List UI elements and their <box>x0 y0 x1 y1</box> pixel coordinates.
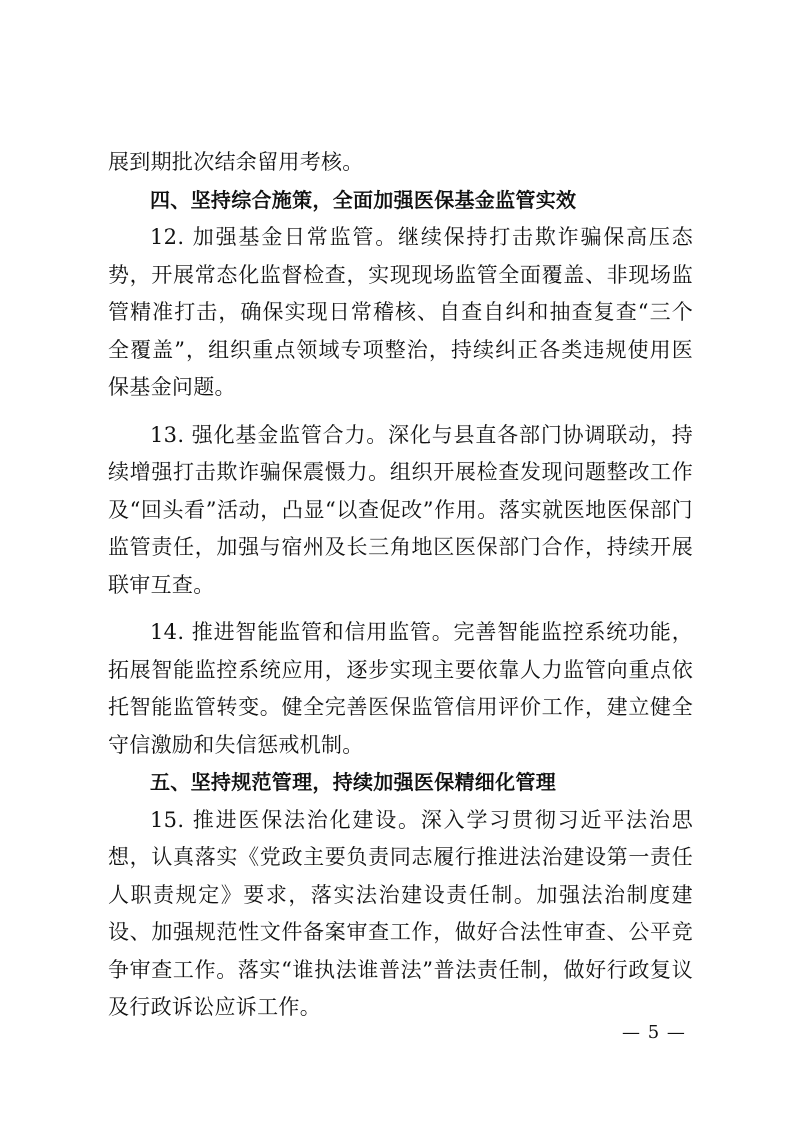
section-heading-4: 四、坚持综合施策，全面加强医保基金监管实效 <box>150 187 577 212</box>
section-heading-5: 五、坚持规范管理，持续加强医保精细化管理 <box>150 770 556 794</box>
paragraph-12: 12. 加强基金日常监管。继续保持打击欺诈骗保高压态势，开展常态化监督检查，实现现场监管全面覆盖、非现场监管精准打击，确保实现日常稽核、自查自纠和抽查复查“三个全覆盖”，组织重点领域专项整治，持续纠正各类违规使用医保基金问题。 <box>108 225 693 399</box>
paragraph-15: 15. 推进医保法治化建设。深入学习贯彻习近平法治思想，认真落实《党政主要负责同志履行推进法治建设第一责任人职责规定》要求，落实法治建设责任制。加强法治制度建设、加强规范性文件备案审查工作，做好合法性审查、公平竞争审查工作。落实“谁执法谁普法”普法责任制，做好行政复议及行政诉讼应诉工作。 <box>108 807 693 1019</box>
document-body <box>108 144 693 1027</box>
paragraph-continuation: 展到期批次结余留用考核。 <box>108 150 364 174</box>
page-number: — 5 — <box>622 1022 686 1043</box>
paragraph-14: 14. 推进智能监管和信用监管。完善智能监控系统功能，拓展智能监控系统应用，逐步实现主要依靠人力监管向重点依托智能监管转变。健全完善医保监管信用评价工作，建立健全守信激励和失信惩戒机制。 <box>108 620 693 757</box>
paragraph-13: 13. 强化基金监管合力。深化与县直各部门协调联动，持续增强打击欺诈骗保震慑力。组织开展检查发现问题整改工作及“回头看”活动，凸显“以查促改”作用。落实就医地医保部门监管责任，加强与宿州及长三角地区医保部门合作，持续开展联审互查。 <box>108 422 693 597</box>
